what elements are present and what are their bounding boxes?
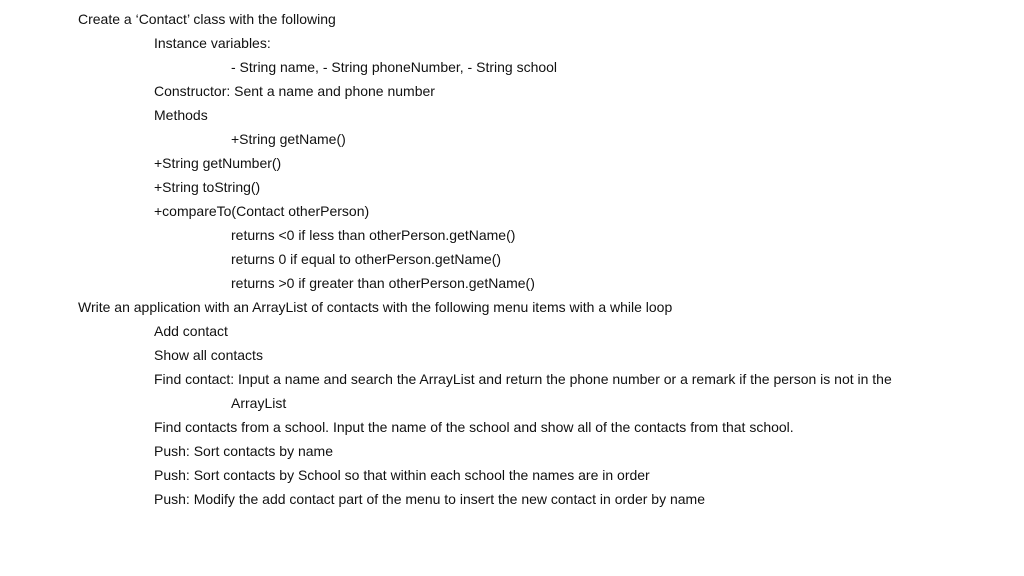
compare-returns-less: returns <0 if less than otherPerson.getName() bbox=[231, 227, 516, 243]
push-sort-by-school: Push: Sort contacts by School so that within each school the names are in order bbox=[154, 467, 650, 483]
instance-variables-heading: Instance variables: bbox=[154, 35, 271, 51]
method-get-name: +String getName() bbox=[231, 131, 346, 147]
methods-heading: Methods bbox=[154, 107, 208, 123]
menu-item-show-all: Show all contacts bbox=[154, 347, 263, 363]
menu-item-find-contact: Find contact: Input a name and search the ArrayList and return the phone number or a remark if the person is not in the bbox=[154, 371, 892, 387]
push-insert-in-order: Push: Modify the add contact part of the menu to insert the new contact in order by name bbox=[154, 491, 705, 507]
constructor-line: Constructor: Sent a name and phone number bbox=[154, 83, 435, 99]
method-compare-to: +compareTo(Contact otherPerson) bbox=[154, 203, 370, 219]
assignment-heading-contact-class: Create a ‘Contact’ class with the following bbox=[78, 11, 336, 27]
menu-item-add-contact: Add contact bbox=[154, 323, 228, 339]
compare-returns-greater: returns >0 if greater than otherPerson.getName() bbox=[231, 275, 535, 291]
assignment-heading-application: Write an application with an ArrayList of contacts with the following menu items with a while loop bbox=[78, 299, 673, 315]
push-sort-by-name: Push: Sort contacts by name bbox=[154, 443, 333, 459]
method-to-string: +String toString() bbox=[154, 179, 261, 195]
instance-variables-list: - String name, - String phoneNumber, - String school bbox=[231, 59, 558, 75]
method-get-number: +String getNumber() bbox=[154, 155, 282, 171]
menu-item-find-contact-continued: ArrayList bbox=[231, 395, 287, 411]
compare-returns-equal: returns 0 if equal to otherPerson.getName() bbox=[231, 251, 502, 267]
menu-item-find-by-school: Find contacts from a school. Input the name of the school and show all of the contacts from that school. bbox=[154, 419, 794, 435]
